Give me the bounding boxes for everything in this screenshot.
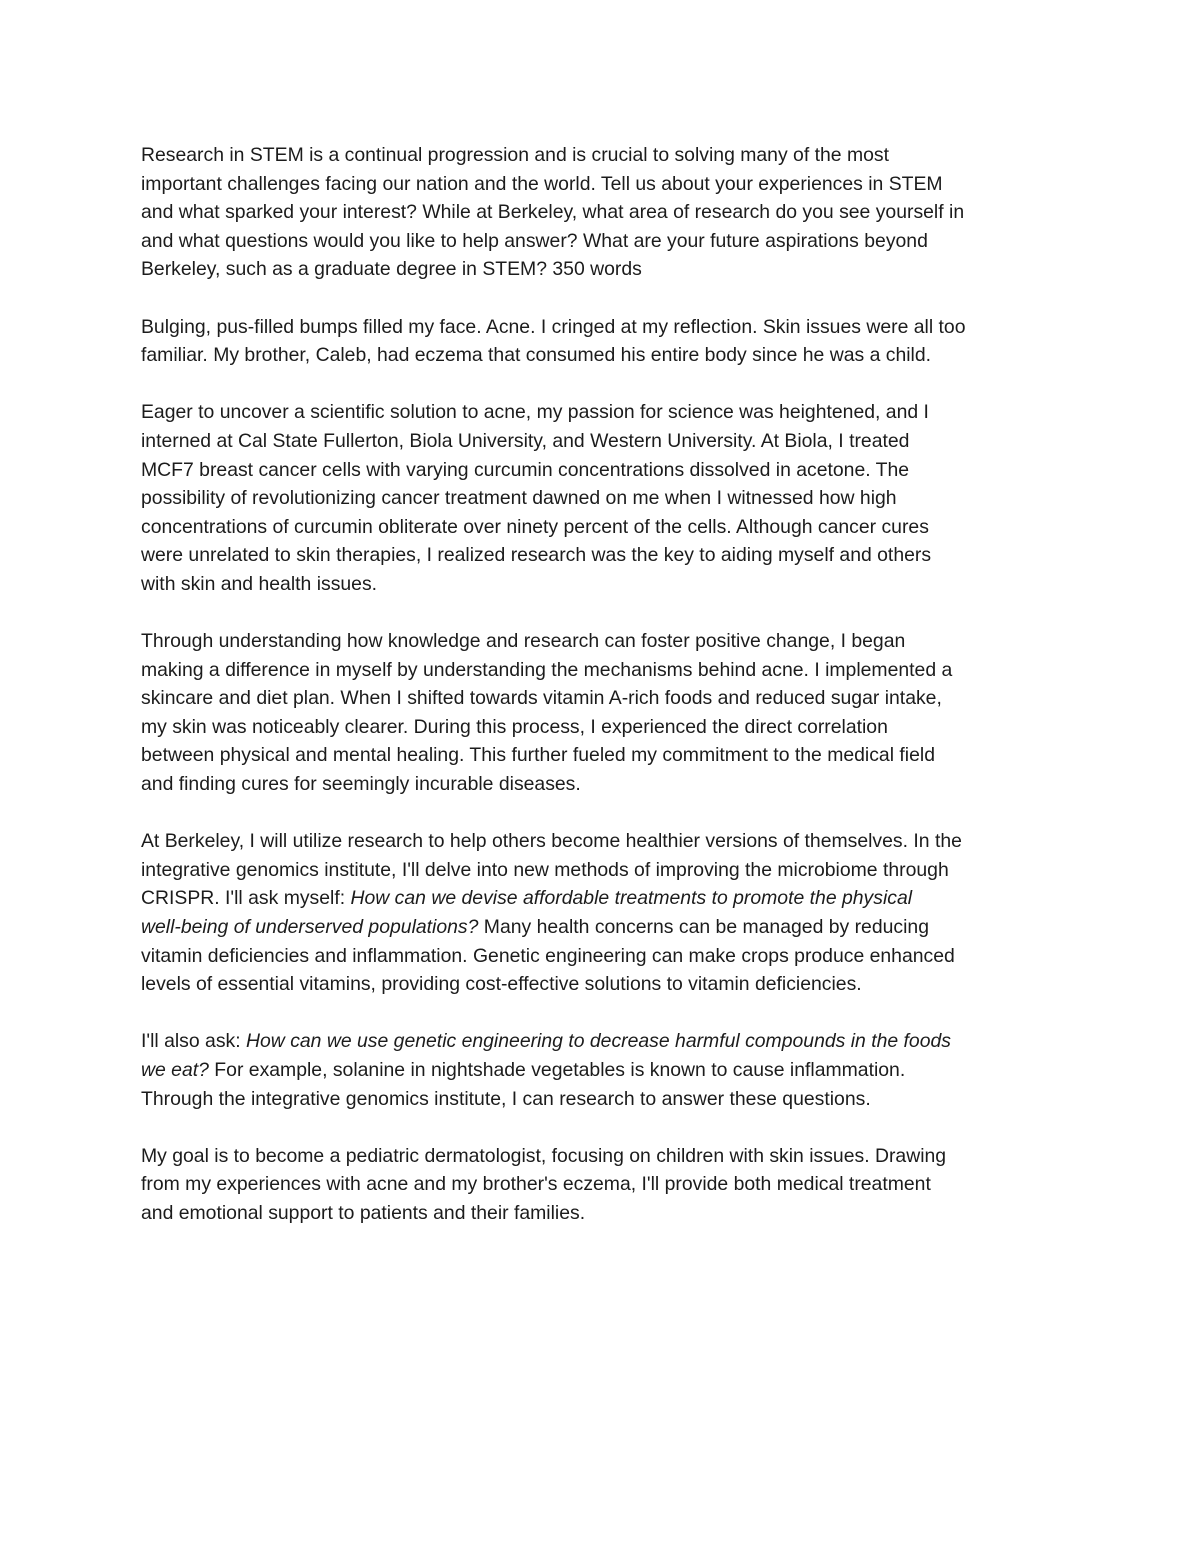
paragraph-line (141, 1027, 1063, 1056)
paragraph-line: Bulging, pus-filled bumps filled my face. Acne. I cringed at my reflection. Skin issues were all too (141, 315, 966, 338)
prompt-line: and what sparked your interest? While at Berkeley, what area of research do you see yourself in (141, 201, 965, 224)
plain-text: For example, solanine in nightshade vegetables is known to cause inflammation. (208, 1059, 906, 1081)
paragraph-line: skincare and diet plan. When I shifted towards vitamin A-rich foods and reduced sugar intake, (141, 687, 942, 710)
paragraph-3 (141, 627, 1063, 799)
paragraph-2 (141, 398, 1063, 598)
essay-prompt (141, 141, 1063, 284)
italic-question: How can we devise affordable treatments to promote the physical (350, 887, 913, 910)
italic-question: we eat? (141, 1059, 209, 1081)
paragraph-line: Through the integrative genomics institute, I can research to answer these questions. (141, 1087, 871, 1110)
paragraph-6 (141, 1142, 1063, 1228)
plain-text: CRISPR. I'll ask myself: (141, 887, 351, 910)
paragraph-line: vitamin deficiencies and inflammation. Genetic engineering can make crops produce enhanced (141, 944, 955, 967)
paragraph-line: possibility of revolutionizing cancer treatment dawned on me when I witnessed how high (141, 487, 897, 510)
paragraph-line: were unrelated to skin therapies, I realized research was the key to aiding myself and others (141, 544, 932, 567)
prompt-line: Research in STEM is a continual progression and is crucial to solving many of the most (141, 144, 889, 166)
paragraph-line: from my experiences with acne and my brother's eczema, I'll provide both medical treatment (141, 1173, 931, 1196)
paragraph-line: making a difference in myself by understanding the mechanisms behind acne. I implemented a (141, 658, 953, 681)
paragraph-line: levels of essential vitamins, providing cost-effective solutions to vitamin deficiencies. (141, 973, 862, 996)
paragraph-line: familiar. My brother, Caleb, had eczema that consumed his entire body since he was a child. (141, 344, 932, 367)
plain-text: I'll also ask: (141, 1030, 247, 1053)
paragraph-line: and emotional support to patients and their families. (141, 1201, 586, 1224)
paragraph-line: and finding cures for seemingly incurable diseases. (141, 773, 581, 796)
italic-question: How can we use genetic engineering to decrease harmful compounds in the foods (246, 1030, 951, 1053)
paragraph-5 (141, 1027, 1063, 1113)
paragraph-line: integrative genomics institute, I'll delve into new methods of improving the microbiome through (141, 858, 949, 881)
prompt-line: important challenges facing our nation and the world. Tell us about your experiences in STEM (141, 172, 943, 195)
paragraph-line: interned at Cal State Fullerton, Biola University, and Western University. At Biola, I treated (141, 429, 910, 452)
plain-text: Many health concerns can be managed by reducing (478, 916, 929, 939)
paragraph-line: My goal is to become a pediatric dermatologist, focusing on children with skin issues. Drawing (141, 1144, 947, 1167)
paragraph-line: Eager to uncover a scientific solution to acne, my passion for science was heightened, and I (141, 401, 929, 424)
paragraph-line: MCF7 breast cancer cells with varying curcumin concentrations dissolved in acetone. The (141, 458, 910, 481)
italic-question: well-being of underserved populations? (141, 916, 479, 939)
paragraph-4 (141, 827, 1063, 999)
paragraph-line (141, 884, 1063, 913)
paragraph-line: my skin was noticeably clearer. During this process, I experienced the direct correlation (141, 715, 888, 738)
prompt-line: Berkeley, such as a graduate degree in STEM? 350 words (141, 258, 642, 281)
paragraph-line: with skin and health issues. (141, 572, 378, 595)
paragraph-line: At Berkeley, I will utilize research to help others become healthier versions of themselves. In the (141, 830, 962, 853)
prompt-line: and what questions would you like to help answer? What are your future aspirations beyond (141, 229, 928, 252)
document-body (141, 141, 1063, 1228)
paragraph-line: concentrations of curcumin obliterate over ninety percent of the cells. Although cancer cures (141, 515, 929, 538)
paragraph-line (141, 913, 1063, 942)
paragraph-line (141, 1056, 1063, 1085)
paragraph-line: between physical and mental healing. This further fueled my commitment to the medical field (141, 744, 935, 767)
paragraph-line: Through understanding how knowledge and research can foster positive change, I began (141, 630, 906, 653)
paragraph-1 (141, 313, 1063, 370)
